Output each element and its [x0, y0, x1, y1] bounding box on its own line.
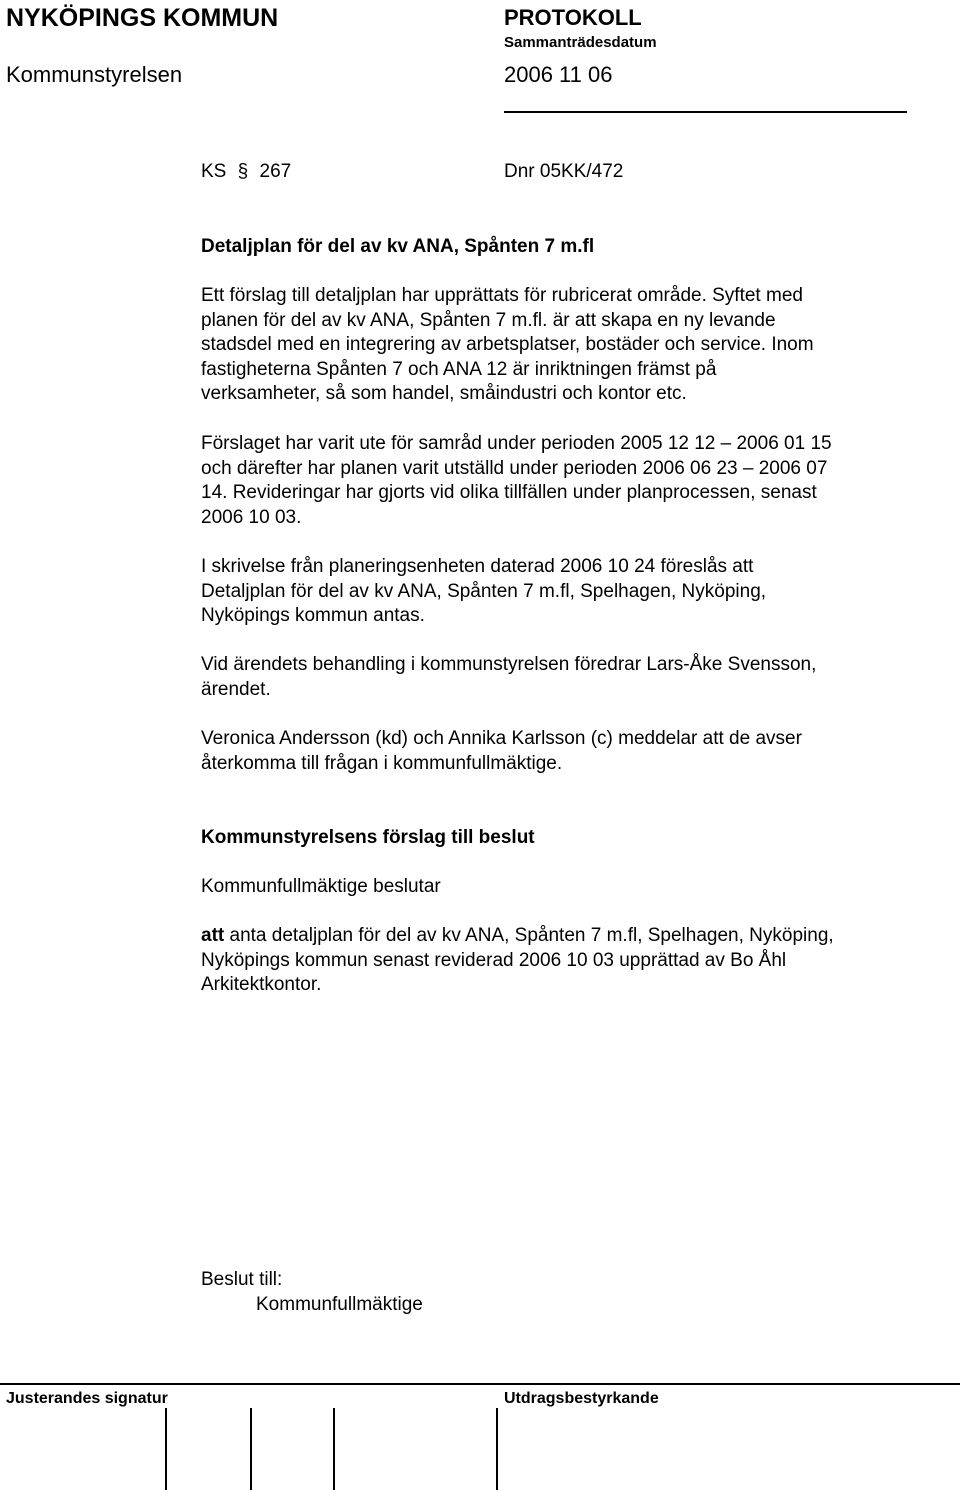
distribution-label: Beslut till:	[201, 1269, 283, 1290]
text-line: 14. Revideringar har gjorts vid olika tillfällen under planprocessen, senast	[201, 482, 817, 503]
decider-line: Kommunfullmäktige beslutar	[201, 876, 441, 897]
text-line: återkomma till frågan i kommunfullmäktige.	[201, 752, 563, 774]
text-line: Veronica Andersson (kd) och Annika Karlsson (c) meddelar att de avser	[201, 728, 802, 749]
text-line: ärendet.	[201, 678, 271, 700]
text-line: verksamheter, så som handel, småindustri och kontor etc.	[201, 383, 687, 404]
committee-name: Kommunstyrelsen	[6, 62, 183, 87]
text-line: Detaljplan för del av kv ANA, Spånten 7 m.fl, Spelhagen, Nyköping,	[201, 580, 767, 602]
text-line: Nyköpings kommun antas.	[201, 605, 425, 626]
paragraph-presentation	[201, 653, 941, 702]
text-line: Förslaget har varit ute för samråd under perioden 2005 12 12 – 2006 01 15	[201, 433, 832, 454]
text-line: planen för del av kv ANA, Spånten 7 m.fl. är att skapa en ny levande	[201, 309, 776, 331]
header-rule	[504, 111, 907, 113]
meeting-date-label: Sammanträdesdatum	[504, 34, 657, 51]
paragraph-proposal-letter	[201, 555, 941, 629]
text-line: I skrivelse från planeringsenheten daterad 2006 10 24 föreslås att	[201, 556, 754, 577]
signature-box-divider	[250, 1408, 252, 1490]
decision-line-text: anta detaljplan för del av kv ANA, Spånten 7 m.fl, Spelhagen, Nyköping,	[224, 925, 834, 946]
signature-label: Justerandes signatur	[6, 1390, 168, 1407]
signature-box-divider	[496, 1408, 498, 1490]
text-line: och därefter har planen varit utställd under perioden 2006 06 23 – 2006 07	[201, 457, 828, 479]
footer-rule	[0, 1383, 960, 1385]
proposal-heading: Kommunstyrelsens förslag till beslut	[201, 827, 535, 848]
text-line	[201, 924, 941, 949]
ks-label: KS	[201, 161, 227, 182]
municipality-name: NYKÖPINGS KOMMUN	[6, 4, 279, 32]
signature-box-divider	[333, 1408, 335, 1490]
case-reference	[201, 160, 291, 184]
section-sign: §	[237, 161, 249, 182]
document-type: PROTOKOLL	[504, 5, 642, 30]
signature-box-divider	[165, 1408, 167, 1490]
certified-label: Utdragsbestyrkande	[504, 1390, 659, 1407]
meeting-date: 2006 11 06	[504, 62, 613, 87]
text-line: Arkitektkontor.	[201, 974, 322, 995]
text-line: Ett förslag till detaljplan har upprättats för rubricerat område. Syftet med	[201, 285, 803, 306]
ks-number: 267	[259, 161, 292, 182]
paragraph-consultation	[201, 432, 941, 530]
text-line: stadsdel med en integrering av arbetsplatser, bostäder och service. Inom	[201, 334, 814, 355]
decision-text	[201, 924, 941, 998]
paragraph-statement	[201, 727, 941, 776]
att-keyword: att	[201, 925, 225, 946]
paragraph-background	[201, 284, 941, 407]
text-line: Vid ärendets behandling i kommunstyrelsen föredrar Lars-Åke Svensson,	[201, 654, 817, 675]
text-line: 2006 10 03.	[201, 506, 302, 528]
diary-number: Dnr 05KK/472	[504, 161, 624, 182]
distribution-recipient: Kommunfullmäktige	[256, 1294, 423, 1315]
matter-title: Detaljplan för del av kv ANA, Spånten 7 m.fl	[201, 236, 595, 257]
text-line: fastigheterna Spånten 7 och ANA 12 är inriktningen främst på	[201, 358, 717, 380]
text-line: Nyköpings kommun senast reviderad 2006 10 03 upprättad av Bo Åhl	[201, 949, 787, 971]
